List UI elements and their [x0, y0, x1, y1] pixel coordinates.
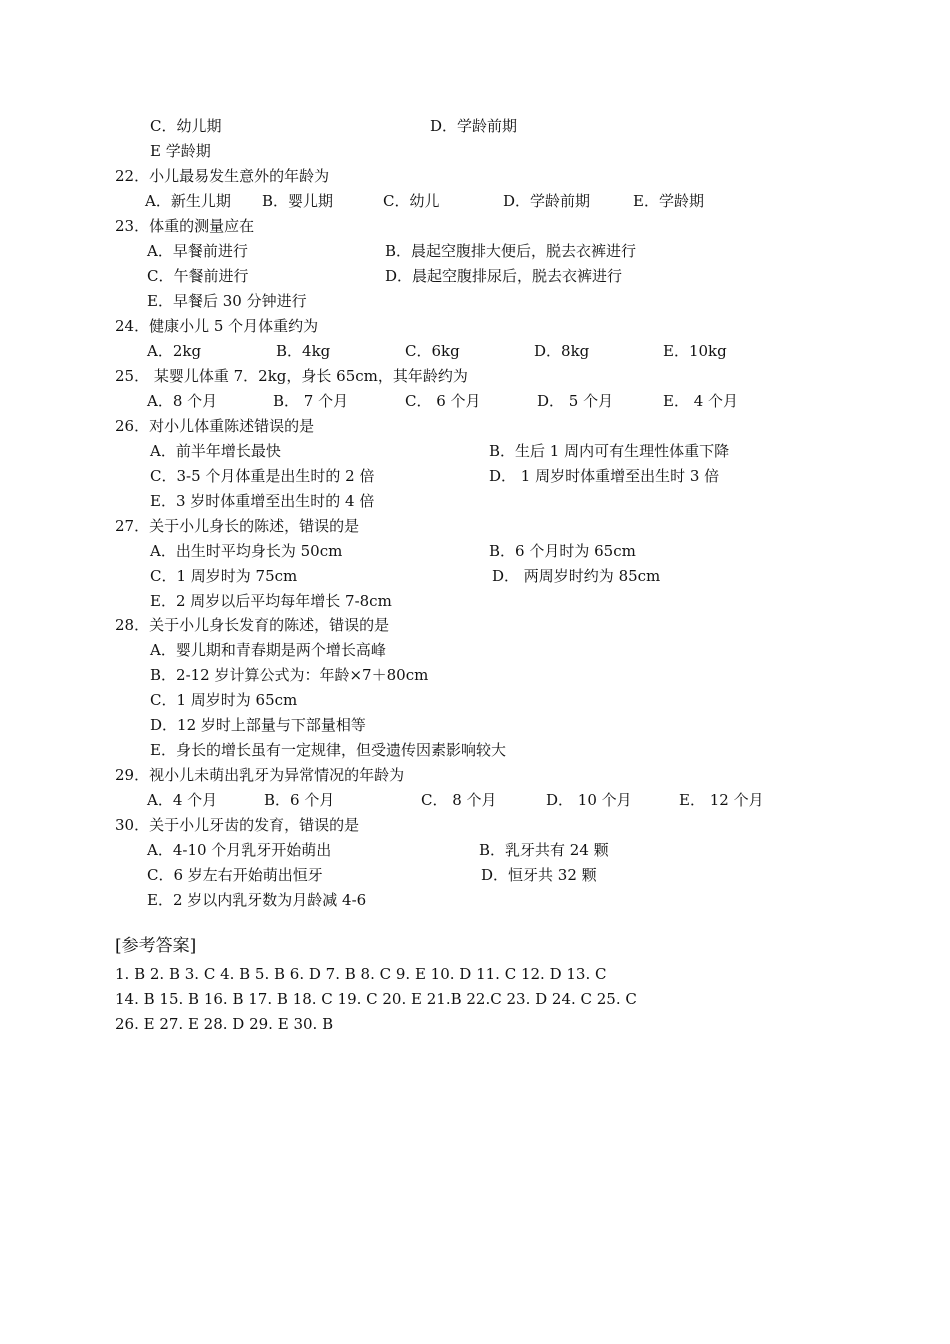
option-line: C．1 周岁时为 75cm: [150, 567, 298, 585]
option-line: D． 1 周岁时体重增至出生时 3 倍: [489, 467, 720, 485]
option-line: A．新生儿期: [145, 192, 231, 210]
option-line: B． 7 个月: [273, 392, 349, 410]
option-line: A．4-10 个月乳牙开始萌出: [147, 841, 332, 859]
question-line: 23．体重的测量应在: [115, 217, 255, 235]
option-line: E．3 岁时体重增至出生时的 4 倍: [150, 492, 375, 510]
option-line: D．12 岁时上部量与下部量相等: [150, 716, 366, 734]
option-line: D．学龄前期: [503, 192, 591, 210]
option-line: E 学龄期: [150, 142, 211, 160]
option-line: A．婴儿期和青春期是两个增长高峰: [150, 641, 386, 659]
question-line: 27．关于小儿身长的陈述，错误的是: [115, 517, 360, 535]
option-line: E．学龄期: [633, 192, 704, 210]
option-line: C．1 周岁时为 65cm: [150, 691, 298, 709]
option-line: C． 6 个月: [405, 392, 481, 410]
question-line: 24．健康小儿 5 个月体重约为: [115, 317, 319, 335]
option-line: A．出生时平均身长为 50cm: [150, 542, 343, 560]
option-line: B．6 个月时为 65cm: [489, 542, 636, 560]
option-line: A．2kg: [147, 342, 202, 360]
question-line: 28．关于小儿身长发育的陈述，错误的是: [115, 616, 390, 634]
option-line: E．身长的增长虽有一定规律，但受遗传因素影响较大: [150, 741, 506, 759]
option-line: D． 5 个月: [537, 392, 614, 410]
option-line: D． 两周岁时约为 85cm: [492, 567, 661, 585]
question-line: 22．小儿最易发生意外的年龄为: [115, 167, 330, 185]
option-line: C．午餐前进行: [147, 267, 249, 285]
option-line: B．乳牙共有 24 颗: [479, 841, 609, 859]
option-line: C． 8 个月: [421, 791, 497, 809]
option-line: B．生后 1 周内可有生理性体重下降: [489, 442, 730, 460]
option-line: E．早餐后 30 分钟进行: [147, 292, 307, 310]
answer-line: 1. B 2. B 3. C 4. B 5. B 6. D 7. B 8. C 9. E 10. D 11. C 12. D 13. C: [115, 965, 607, 983]
option-line: D．8kg: [534, 342, 590, 360]
option-line: E．2 周岁以后平均每年增长 7-8cm: [150, 592, 392, 610]
answer-line: 26. E 27. E 28. D 29. E 30. B: [115, 1015, 334, 1033]
option-line: B．4kg: [276, 342, 331, 360]
option-line: C．幼儿期: [150, 117, 222, 135]
option-line: C．3-5 个月体重是出生时的 2 倍: [150, 467, 375, 485]
option-line: E． 12 个月: [679, 791, 764, 809]
question-line: 25． 某婴儿体重 7．2kg，身长 65cm，其年龄约为: [115, 367, 468, 385]
option-line: D．晨起空腹排尿后，脱去衣裤进行: [385, 267, 623, 285]
answer-line: 14. B 15. B 16. B 17. B 18. C 19. C 20. E 21.B 22.C 23. D 24. C 25. C: [115, 990, 637, 1008]
option-line: C．6kg: [405, 342, 460, 360]
option-line: E． 4 个月: [663, 392, 739, 410]
option-line: D．恒牙共 32 颗: [481, 866, 597, 884]
option-line: B．2-12 岁计算公式为：年龄×7＋80cm: [150, 666, 429, 684]
option-line: A．前半年增长最快: [150, 442, 281, 460]
option-line: D． 10 个月: [546, 791, 632, 809]
option-line: B．晨起空腹排大便后，脱去衣裤进行: [385, 242, 637, 260]
option-line: C．幼儿: [383, 192, 440, 210]
option-line: D．学龄前期: [430, 117, 518, 135]
answer-heading: [参考答案]: [115, 936, 197, 956]
option-line: B．婴儿期: [262, 192, 334, 210]
question-line: 26．对小儿体重陈述错误的是: [115, 417, 315, 435]
option-line: E．2 岁以内乳牙数为月龄减 4-6: [147, 891, 367, 909]
question-line: 29．视小儿未萌出乳牙为异常情况的年龄为: [115, 766, 405, 784]
option-line: C．6 岁左右开始萌出恒牙: [147, 866, 323, 884]
question-line: 30．关于小儿牙齿的发育，错误的是: [115, 816, 360, 834]
option-line: A．8 个月: [147, 392, 218, 410]
option-line: A．早餐前进行: [147, 242, 248, 260]
option-line: B．6 个月: [264, 791, 335, 809]
option-line: A．4 个月: [147, 791, 218, 809]
option-line: E．10kg: [663, 342, 727, 360]
